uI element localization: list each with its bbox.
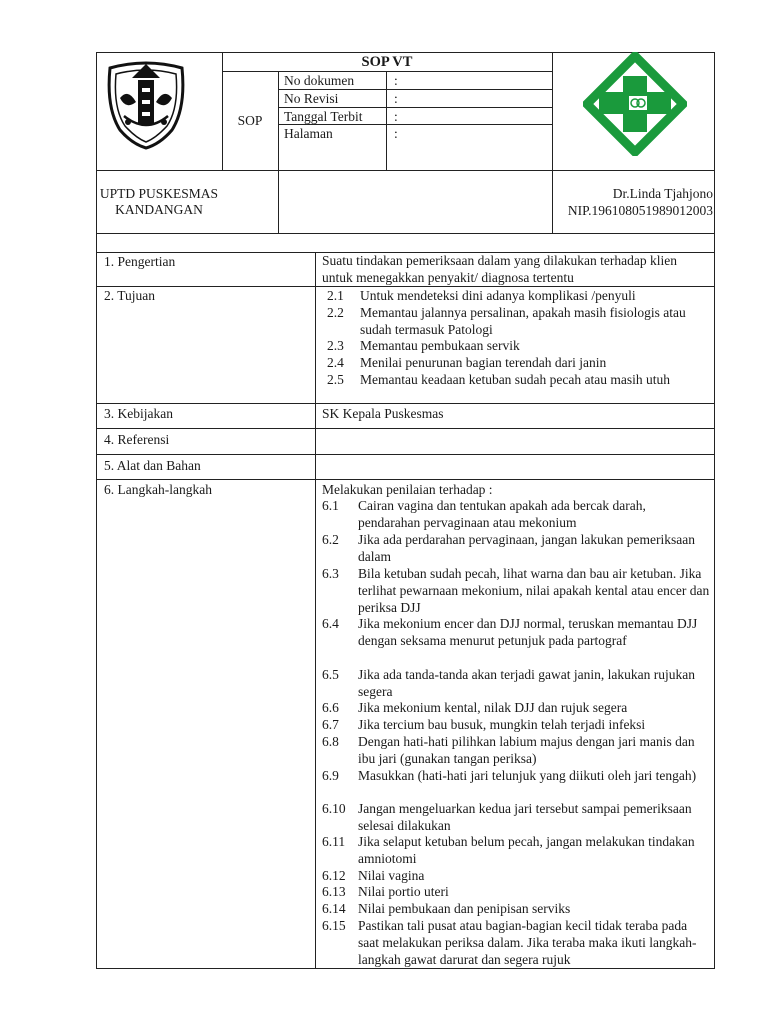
section-label-referensi: 4. Referensi — [104, 432, 170, 447]
item-number: 6.14 — [322, 901, 346, 916]
sop-label: SOP — [237, 113, 263, 128]
item-number: 6.8 — [322, 734, 339, 749]
item-number: 2.3 — [327, 338, 344, 353]
rule — [96, 403, 715, 404]
item-number: 6.11 — [322, 834, 346, 849]
puskesmas-logo-icon — [583, 52, 687, 156]
field-label-halaman: Halaman — [284, 126, 333, 141]
rule — [96, 454, 715, 455]
item-number: 6.7 — [322, 717, 339, 732]
rule — [96, 286, 715, 287]
item-number: 6.10 — [322, 801, 346, 816]
item-number: 6.3 — [322, 566, 339, 581]
item-text: Memantau keadaan ketuban sudah pecah atau masih utuh — [360, 372, 671, 387]
rule — [222, 71, 552, 72]
item-number: 6.5 — [322, 667, 339, 682]
item-number: 6.9 — [322, 768, 339, 783]
field-label-tanggal-terbit: Tanggal Terbit — [284, 109, 363, 124]
item-text: Jika tercium bau busuk, mungkin telah terjadi infeksi — [358, 717, 646, 732]
item-text: Jika mekonium kental, nilak DJJ dan rujuk segera — [358, 700, 628, 715]
field-sep: : — [394, 126, 398, 141]
field-label-no-revisi: No Revisi — [284, 91, 339, 106]
item-text: Pastikan tali pusat atau bagian-bagian kecil tidak teraba pada saat melakukan periksa dalam. Jika teraba maka ikuti langkah-langkah gawat darurat dan segera rujuk — [358, 918, 697, 967]
rule — [278, 71, 279, 233]
item-text: Untuk mendeteksi dini adanya komplikasi /penyuli — [360, 288, 636, 303]
rule — [96, 170, 715, 171]
rule — [278, 107, 552, 108]
item-number: 2.2 — [327, 305, 344, 320]
field-sep: : — [394, 109, 398, 124]
langkah-intro: Melakukan penilaian terhadap : — [322, 482, 493, 497]
signer-nip: NIP.196108051989012003 — [567, 203, 713, 218]
kebijakan-text: SK Kepala Puskesmas — [322, 406, 444, 421]
org-name-line2: KANDANGAN — [115, 202, 203, 217]
section-label-alat-bahan: 5. Alat dan Bahan — [104, 458, 201, 473]
item-text: Nilai portio uteri — [358, 884, 449, 899]
rule — [278, 89, 552, 90]
item-text: Jangan mengeluarkan kedua jari tersebut sampai pemeriksaan selesai dilakukan — [358, 801, 692, 833]
rule — [96, 479, 715, 480]
regional-emblem-icon — [104, 58, 188, 150]
rule — [714, 52, 715, 969]
rule — [386, 71, 387, 170]
item-number: 6.6 — [322, 700, 339, 715]
item-number: 6.12 — [322, 868, 346, 883]
item-text: Jika ada perdarahan pervaginaan, jangan lakukan pemeriksaan dalam — [358, 532, 695, 564]
item-text: Dengan hati-hati pilihkan labium majus dengan jari manis dan ibu jari (gunakan tangan periksa) — [358, 734, 695, 766]
item-text: Nilai pembukaan dan penipisan serviks — [358, 901, 571, 916]
rule — [315, 252, 316, 969]
rule — [96, 233, 715, 234]
field-sep: : — [394, 91, 398, 106]
item-number: 6.4 — [322, 616, 339, 631]
item-number: 6.1 — [322, 498, 339, 513]
item-text: Cairan vagina dan tentukan apakah ada bercak darah, pendarahan pervaginaan atau mekonium — [358, 498, 646, 530]
field-sep: : — [394, 73, 398, 88]
rule — [552, 52, 553, 233]
item-text: Masukkan (hati-hati jari telunjuk yang diikuti oleh jari tengah) — [358, 768, 697, 783]
item-text: Jika mekonium encer dan DJJ normal, teruskan memantau DJJ dengan seksama menurut petunjuk pada partograf — [358, 616, 698, 648]
item-number: 2.5 — [327, 372, 344, 387]
section-label-tujuan: 2. Tujuan — [104, 288, 156, 303]
section-label-pengertian: 1. Pengertian — [104, 254, 176, 269]
item-number: 2.1 — [327, 288, 344, 303]
item-number: 2.4 — [327, 355, 344, 370]
item-number: 6.15 — [322, 918, 346, 933]
item-text: Memantau jalannya persalinan, apakah masih fisiologis atau sudah termasuk Patologi — [360, 305, 686, 337]
item-text: Jika ada tanda-tanda akan terjadi gawat janin, lakukan rujukan segera — [358, 667, 695, 699]
section-label-langkah: 6. Langkah-langkah — [104, 482, 212, 497]
item-text: Bila ketuban sudah pecah, lihat warna dan bau air ketuban. Jika terlihat pewarnaan mekonium, nilai apakah kental atau encer dan periksa DJJ — [358, 566, 710, 615]
document-title: SOP VT — [361, 54, 413, 70]
org-name-line1: UPTD PUSKESMAS — [99, 186, 219, 201]
item-text: Menilai penurunan bagian terendah dari janin — [360, 355, 607, 370]
field-label-no-dokumen: No dokumen — [284, 73, 355, 88]
signer-name: Dr.Linda Tjahjono — [612, 186, 713, 201]
pengertian-text: Suatu tindakan pemeriksaan dalam yang dilakukan terhadap klien untuk menegakkan penyakit/ diagnosa tertentu — [322, 253, 678, 285]
item-text: Jika selaput ketuban belum pecah, jangan melakukan tindakan amniotomi — [358, 834, 695, 866]
rule — [96, 428, 715, 429]
item-number: 6.2 — [322, 532, 339, 547]
section-label-kebijakan: 3. Kebijakan — [104, 406, 173, 421]
item-text: Nilai vagina — [358, 868, 425, 883]
item-number: 6.13 — [322, 884, 346, 899]
item-text: Memantau pembukaan servik — [360, 338, 520, 353]
